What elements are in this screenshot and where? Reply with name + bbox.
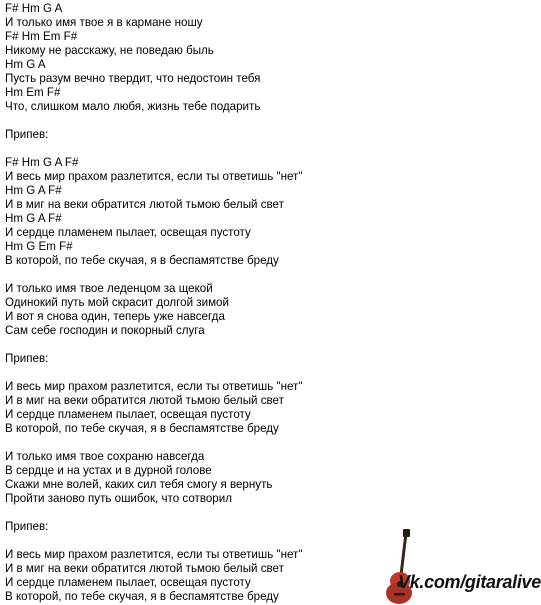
guitar-icon xyxy=(382,529,422,605)
lyric-line: И только имя твое леденцом за щекой xyxy=(5,282,213,295)
watermark xyxy=(382,570,541,602)
lyric-line: И сердце пламенем пылает, освещая пустоту xyxy=(5,226,251,239)
lyrics-text xyxy=(5,2,520,604)
blank-line xyxy=(5,338,520,352)
lyric-line: Сам себе господин и покорный слуга xyxy=(5,324,205,337)
lyric-line: Припев: xyxy=(5,520,49,533)
lyric-line: И в миг на веки обратится лютой тьмою белый свет xyxy=(5,394,284,407)
watermark-text: Vk.com/gitaralive xyxy=(398,572,541,592)
lyric-line: Припев: xyxy=(5,128,49,141)
chord-line: F# Hm G A F# xyxy=(5,156,79,169)
lyric-line: В которой, по тебе скучая, я в беспамятстве бреду xyxy=(5,254,279,267)
blank-line xyxy=(5,114,520,128)
chord-line: Hm Em F# xyxy=(5,86,61,99)
chord-line: F# Hm Em F# xyxy=(5,30,78,43)
blank-line xyxy=(5,366,520,380)
chord-line: Hm G A xyxy=(5,58,46,71)
chord-line: Hm G A F# xyxy=(5,212,62,225)
lyric-line: И сердце пламенем пылает, освещая пустоту xyxy=(5,408,251,421)
lyric-line: И сердце пламенем пылает, освещая пустоту xyxy=(5,576,251,589)
lyric-line: И только имя твое я в кармане ношу xyxy=(5,16,203,29)
lyric-line: Припев: xyxy=(5,352,49,365)
blank-line xyxy=(5,268,520,282)
lyric-line: И только имя твое сохраню навсегда xyxy=(5,450,205,463)
lyric-line: Никому не расскажу, не поведаю быль xyxy=(5,44,214,57)
lyric-line: И весь мир прахом разлетится, если ты ответишь "нет" xyxy=(5,170,303,183)
lyric-line: В которой, по тебе скучая, я в беспамятстве бреду xyxy=(5,590,279,603)
lyric-line: И весь мир прахом разлетится, если ты ответишь "нет" xyxy=(5,380,303,393)
chord-line: Hm G Em F# xyxy=(5,240,73,253)
lyric-line: Одинокий путь мой скрасит долгой зимой xyxy=(5,296,229,309)
blank-line xyxy=(5,534,520,548)
chord-line: F# Hm G A xyxy=(5,2,63,15)
blank-line xyxy=(5,142,520,156)
lyric-line: Что, слишком мало любя, жизнь тебе подарить xyxy=(5,100,261,113)
chord-line: Hm G A F# xyxy=(5,184,62,197)
lyric-line: И в миг на веки обратится лютой тьмою белый свет xyxy=(5,198,284,211)
lyric-line: Пусть разум вечно твердит, что недостоин тебя xyxy=(5,72,261,85)
lyric-line: Пройти заново путь ошибок, что сотворил xyxy=(5,492,232,505)
lyric-line: В которой, по тебе скучая, я в беспамятстве бреду xyxy=(5,422,279,435)
lyric-line: И в миг на веки обратится лютой тьмою белый свет xyxy=(5,562,284,575)
lyric-line: В сердце и на устах и в дурной голове xyxy=(5,464,212,477)
blank-line xyxy=(5,436,520,450)
blank-line xyxy=(5,506,520,520)
lyric-line: И весь мир прахом разлетится, если ты ответишь "нет" xyxy=(5,548,303,561)
lyric-line: Скажи мне волей, каких сил тебя смогу я вернуть xyxy=(5,478,273,491)
lyric-line: И вот я снова один, теперь уже навсегда xyxy=(5,310,225,323)
